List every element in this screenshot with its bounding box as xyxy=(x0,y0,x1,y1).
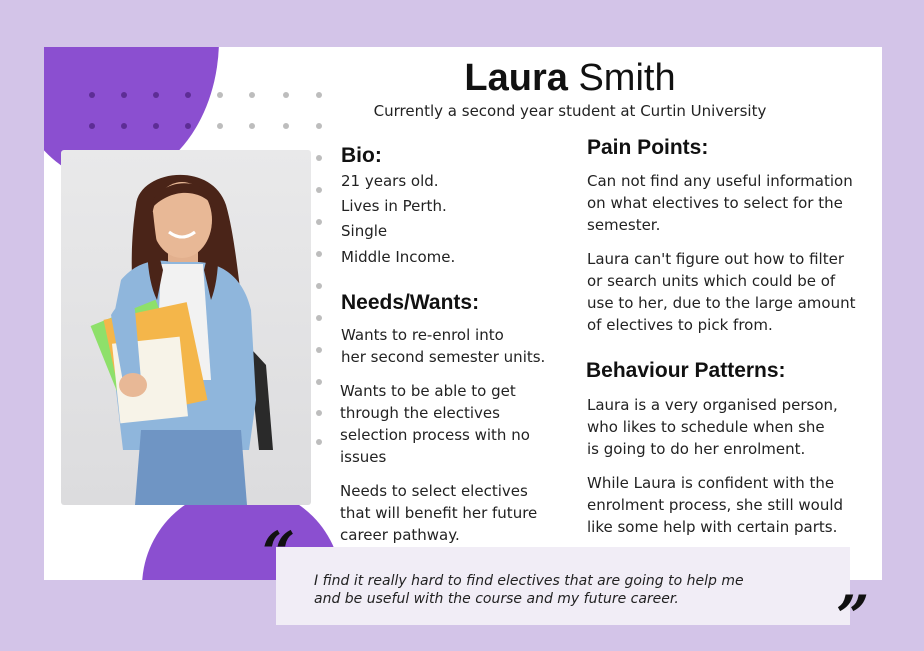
decorative-dot xyxy=(89,123,95,129)
persona-name xyxy=(360,55,780,101)
decorative-dot xyxy=(185,123,191,129)
text-line: on what electives to select for the xyxy=(587,194,843,212)
text-line: and be useful with the course and my future career. xyxy=(314,591,679,607)
decorative-dot xyxy=(153,123,159,129)
bullet-dot xyxy=(316,410,322,416)
decorative-dot xyxy=(121,92,127,98)
text-line: like some help with certain parts. xyxy=(587,518,838,536)
bullet-dot xyxy=(316,315,322,321)
text-line: selection process with no xyxy=(340,426,530,444)
decorative-dot xyxy=(153,92,159,98)
text-line: Laura is a very organised person, xyxy=(587,396,838,414)
decorative-dot xyxy=(283,92,289,98)
decorative-dot xyxy=(316,92,322,98)
pain-point-paragraph xyxy=(587,170,853,236)
decorative-dot xyxy=(217,92,223,98)
pain-point-paragraph xyxy=(587,248,855,336)
bio-line-location: Lives in Perth. xyxy=(341,197,447,215)
text-line: of electives to pick from. xyxy=(587,316,773,334)
text-line: her second semester units. xyxy=(341,348,546,366)
bullet-dot xyxy=(316,379,322,385)
pain-points-heading: Pain Points: xyxy=(587,136,709,159)
text-line: I find it really hard to find electives that are going to help me xyxy=(314,573,744,589)
bio-line-age: 21 years old. xyxy=(341,172,439,190)
behaviour-heading: Behaviour Patterns: xyxy=(586,359,786,382)
text-line: semester. xyxy=(587,216,661,234)
decorative-dot xyxy=(121,123,127,129)
bullet-dot xyxy=(316,283,322,289)
text-line: Laura can't figure out how to filter xyxy=(587,250,844,268)
persona-subtitle: Currently a second year student at Curtin University xyxy=(373,102,767,120)
text-line: career pathway. xyxy=(340,526,460,544)
decorative-dot xyxy=(283,123,289,129)
student-illustration xyxy=(61,150,311,505)
decorative-dot xyxy=(185,92,191,98)
text-line: that will benefit her future xyxy=(340,504,538,522)
text-line: use to her, due to the large amount xyxy=(587,294,856,312)
text-line: Can not find any useful information xyxy=(587,172,853,190)
bullet-dot xyxy=(316,187,322,193)
text-line: Wants to be able to get xyxy=(340,382,516,400)
text-line: through the electives xyxy=(340,404,500,422)
quote-text xyxy=(314,572,834,608)
decorative-dot xyxy=(316,123,322,129)
persona-first-name: Laura xyxy=(464,57,568,99)
text-line: enrolment process, she still would xyxy=(587,496,844,514)
bullet-dot xyxy=(316,439,322,445)
behaviour-paragraph xyxy=(587,394,838,460)
needs-item xyxy=(340,480,537,546)
text-line: Wants to re-enrol into xyxy=(341,326,504,344)
open-quote-mark: “ xyxy=(262,519,296,587)
bio-line-income: Middle Income. xyxy=(341,248,456,266)
bullet-dot xyxy=(316,347,322,353)
bullet-dot xyxy=(316,251,322,257)
text-line: issues xyxy=(340,448,387,466)
bio-line-status: Single xyxy=(341,222,388,240)
decorative-dot xyxy=(249,92,255,98)
text-line: is going to do her enrolment. xyxy=(587,440,806,458)
text-line: While Laura is confident with the xyxy=(587,474,835,492)
bullet-dot xyxy=(316,219,322,225)
needs-heading: Needs/Wants: xyxy=(341,291,480,314)
needs-item xyxy=(341,324,545,368)
text-line: or search units which could be of xyxy=(587,272,836,290)
decorative-dot xyxy=(249,123,255,129)
bullet-dot xyxy=(316,155,322,161)
persona-photo xyxy=(61,150,311,505)
text-line: Needs to select electives xyxy=(340,482,528,500)
needs-item xyxy=(340,380,530,468)
behaviour-paragraph xyxy=(587,472,843,538)
text-line: who likes to schedule when she xyxy=(587,418,825,436)
persona-last-name: Smith xyxy=(578,57,676,99)
close-quote-mark: ” xyxy=(836,583,870,651)
bio-heading: Bio: xyxy=(341,144,382,167)
decorative-dot xyxy=(89,92,95,98)
decorative-dot xyxy=(217,123,223,129)
